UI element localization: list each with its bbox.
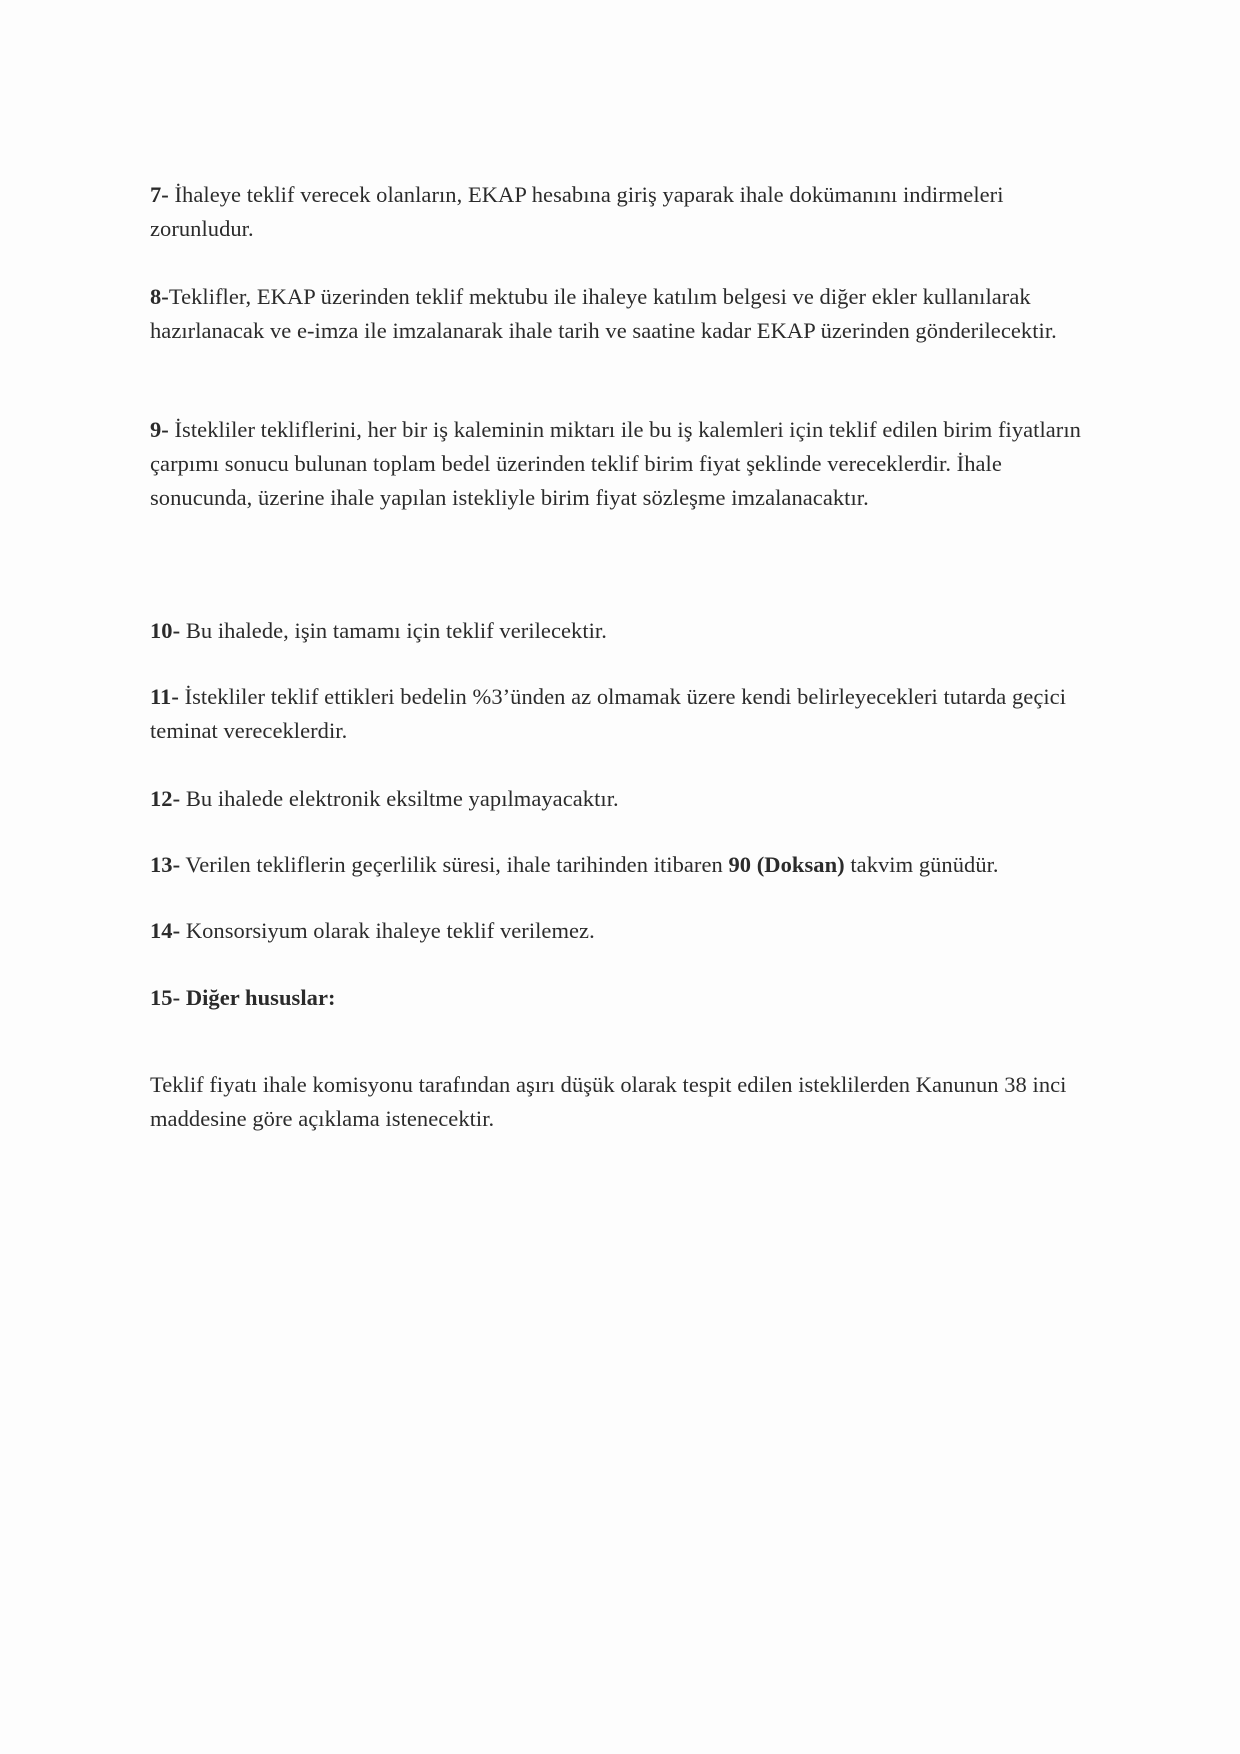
- clause-number: 10-: [150, 618, 181, 643]
- clause-text: Teklifler, EKAP üzerinden teklif mektubu ile ihaleye katılım belgesi ve diğer ekler kullanılarak hazırlanacak ve e-imza ile imzalanarak ihale tarih ve saatine kadar EKAP üzerinden gönderilecektir.: [150, 284, 1057, 343]
- clause-number: 14-: [150, 918, 181, 943]
- clause-text: İstekliler teklif ettikleri bedelin %3’ünden az olmamak üzere kendi belirleyecekleri tutarda geçici teminat vereceklerdir.: [150, 684, 1067, 743]
- clause-15-heading: 15- Diğer hususlar:: [150, 985, 336, 1010]
- clause-14: [150, 914, 1100, 948]
- clause-12: [150, 782, 1100, 816]
- clause-8: [150, 280, 1100, 348]
- clause-text: Bu ihalede, işin tamamı için teklif verilecektir.: [180, 618, 607, 643]
- clause-number: 13-: [150, 852, 181, 877]
- clause-9: [150, 413, 1100, 515]
- clause-number: 9-: [150, 417, 169, 442]
- clause-11: [150, 680, 1100, 748]
- clause-number: 7-: [150, 182, 169, 207]
- clause-text: Konsorsiyum olarak ihaleye teklif verilemez.: [180, 918, 595, 943]
- clause-text: İstekliler tekliflerini, her bir iş kaleminin miktarı ile bu iş kalemleri için teklif edilen birim fiyatların çarpımı sonucu bulunan toplam bedel üzerinden teklif birim fiyat şeklinde vereceklerdir. İhale sonucunda, üzerine ihale yapılan istekliyle birim fiyat sözleşme imzalanacaktır.: [150, 417, 1081, 510]
- clause-number: 12-: [150, 786, 181, 811]
- clause-text: İhaleye teklif verecek olanların, EKAP hesabına giriş yaparak ihale dokümanını indirmeleri zorunludur.: [150, 182, 1004, 241]
- validity-period: 90 (Doksan): [728, 852, 845, 877]
- clause-text: Verilen tekliflerin geçerlilik süresi, ihale tarihinden itibaren: [180, 852, 729, 877]
- clause-10: [150, 614, 1100, 648]
- clause-number: 11-: [150, 684, 179, 709]
- clause-text-end: takvim günüdür.: [844, 852, 999, 877]
- clause-number: 8-: [150, 284, 169, 309]
- other-matters-note: Teklif fiyatı ihale komisyonu tarafından aşırı düşük olarak tespit edilen isteklilerden Kanunun 38 inci maddesine göre açıklama istenecektir.: [150, 1072, 1067, 1131]
- clause-7: [150, 178, 1100, 246]
- clause-text: Bu ihalede elektronik eksiltme yapılmayacaktır.: [180, 786, 619, 811]
- clause-13: [150, 848, 1100, 882]
